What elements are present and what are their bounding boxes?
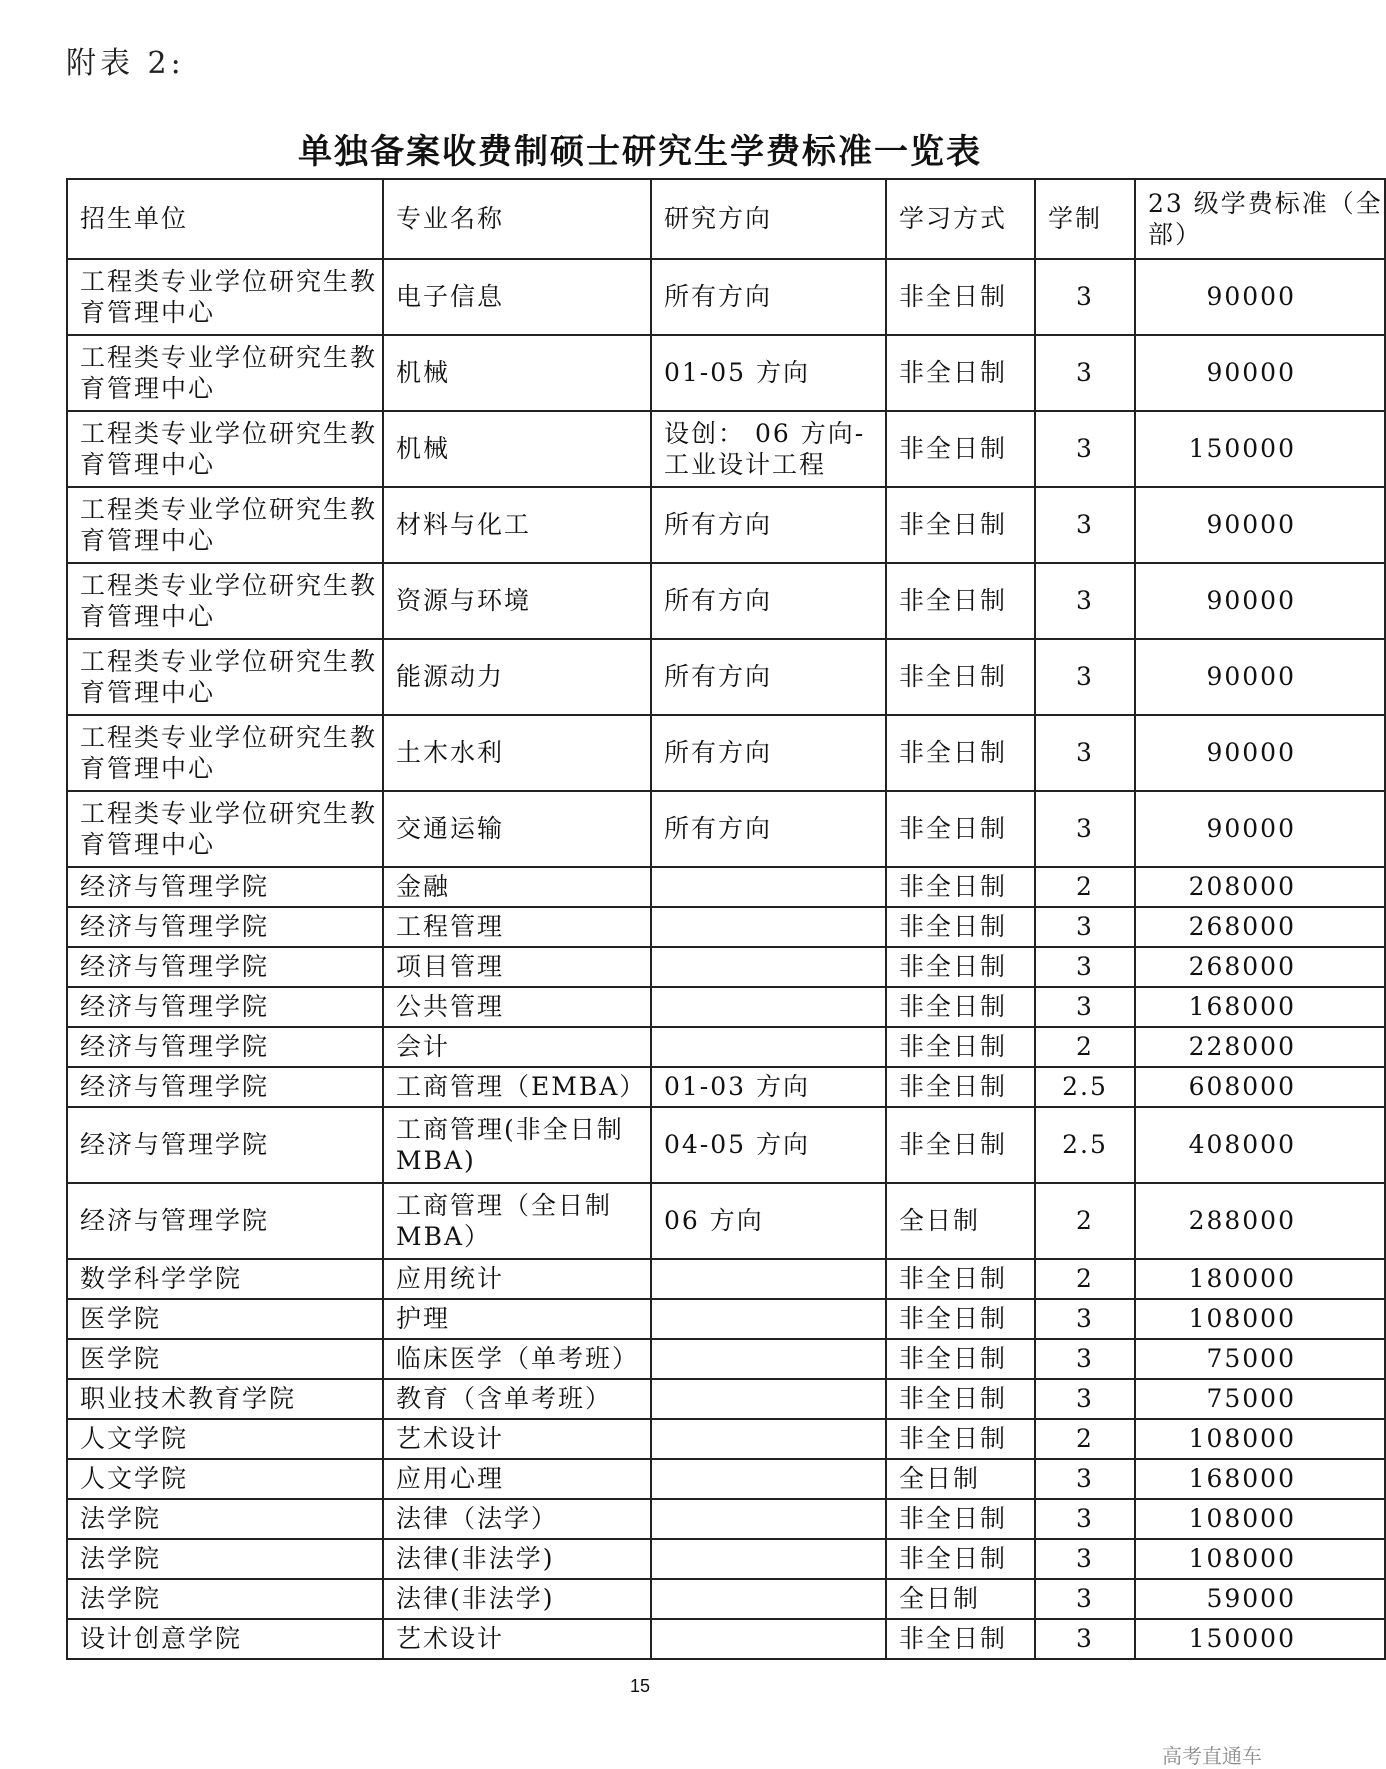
- table-row: [67, 1027, 1385, 1067]
- cell-direction: [651, 1379, 886, 1419]
- cell-unit: 经济与管理学院: [67, 867, 383, 907]
- cell-major: 项目管理: [383, 947, 651, 987]
- cell-unit: 工程类专业学位研究生教育管理中心: [67, 715, 383, 791]
- column-header-major: 专业名称: [383, 179, 651, 259]
- cell-years: 2: [1035, 867, 1135, 907]
- cell-years: 3: [1035, 1579, 1135, 1619]
- cell-years: 3: [1035, 411, 1135, 487]
- cell-direction: [651, 947, 886, 987]
- cell-years: 2: [1035, 1419, 1135, 1459]
- cell-mode: 非全日制: [886, 1339, 1035, 1379]
- cell-direction: [651, 907, 886, 947]
- cell-major: 能源动力: [383, 639, 651, 715]
- cell-years: 3: [1035, 715, 1135, 791]
- cell-fee: 150000: [1135, 411, 1385, 487]
- cell-major: 电子信息: [383, 259, 651, 335]
- cell-fee: 268000: [1135, 907, 1385, 947]
- cell-mode: 非全日制: [886, 715, 1035, 791]
- cell-major: 机械: [383, 411, 651, 487]
- cell-direction: 所有方向: [651, 259, 886, 335]
- fee-table-body: [67, 259, 1385, 1659]
- cell-direction: 所有方向: [651, 639, 886, 715]
- cell-mode: 非全日制: [886, 1619, 1035, 1659]
- cell-years: 3: [1035, 1339, 1135, 1379]
- cell-major: 机械: [383, 335, 651, 411]
- cell-unit: 工程类专业学位研究生教育管理中心: [67, 639, 383, 715]
- cell-mode: 非全日制: [886, 1067, 1035, 1107]
- cell-unit: 人文学院: [67, 1459, 383, 1499]
- cell-unit: 工程类专业学位研究生教育管理中心: [67, 791, 383, 867]
- column-header-years: 学制: [1035, 179, 1135, 259]
- cell-mode: 全日制: [886, 1459, 1035, 1499]
- cell-unit: 经济与管理学院: [67, 987, 383, 1027]
- cell-major: 法律（法学）: [383, 1499, 651, 1539]
- table-row: [67, 1107, 1385, 1183]
- table-row: [67, 487, 1385, 563]
- cell-direction: [651, 1539, 886, 1579]
- cell-fee: 59000: [1135, 1579, 1385, 1619]
- cell-fee: 168000: [1135, 1459, 1385, 1499]
- cell-mode: 非全日制: [886, 1419, 1035, 1459]
- table-row: [67, 867, 1385, 907]
- cell-fee: 90000: [1135, 563, 1385, 639]
- table-row: [67, 987, 1385, 1027]
- cell-direction: 所有方向: [651, 791, 886, 867]
- table-row: [67, 1459, 1385, 1499]
- cell-unit: 工程类专业学位研究生教育管理中心: [67, 335, 383, 411]
- cell-years: 3: [1035, 1459, 1135, 1499]
- cell-major: 交通运输: [383, 791, 651, 867]
- fee-table: [66, 178, 1386, 1660]
- cell-years: 2: [1035, 1183, 1135, 1259]
- table-row: [67, 411, 1385, 487]
- cell-major: 艺术设计: [383, 1419, 651, 1459]
- cell-fee: 168000: [1135, 987, 1385, 1027]
- cell-direction: 所有方向: [651, 487, 886, 563]
- cell-unit: 人文学院: [67, 1419, 383, 1459]
- cell-major: 应用心理: [383, 1459, 651, 1499]
- cell-mode: 非全日制: [886, 411, 1035, 487]
- cell-years: 3: [1035, 639, 1135, 715]
- cell-years: 2.5: [1035, 1107, 1135, 1183]
- table-row: [67, 563, 1385, 639]
- table-row: [67, 1619, 1385, 1659]
- cell-mode: 非全日制: [886, 1027, 1035, 1067]
- cell-fee: 108000: [1135, 1299, 1385, 1339]
- table-row: [67, 1419, 1385, 1459]
- table-row: [67, 1259, 1385, 1299]
- cell-years: 2.5: [1035, 1067, 1135, 1107]
- cell-fee: 108000: [1135, 1499, 1385, 1539]
- cell-mode: 非全日制: [886, 335, 1035, 411]
- cell-major: 资源与环境: [383, 563, 651, 639]
- cell-direction: 06 方向: [651, 1183, 886, 1259]
- cell-unit: 经济与管理学院: [67, 1027, 383, 1067]
- cell-fee: 90000: [1135, 639, 1385, 715]
- cell-major: 材料与化工: [383, 487, 651, 563]
- cell-unit: 经济与管理学院: [67, 1067, 383, 1107]
- cell-direction: [651, 1027, 886, 1067]
- cell-mode: 非全日制: [886, 947, 1035, 987]
- cell-fee: 75000: [1135, 1379, 1385, 1419]
- table-header-row: [67, 179, 1385, 259]
- cell-years: 3: [1035, 1299, 1135, 1339]
- table-row: [67, 1067, 1385, 1107]
- cell-years: 3: [1035, 259, 1135, 335]
- cell-fee: 90000: [1135, 715, 1385, 791]
- table-row: [67, 1299, 1385, 1339]
- cell-mode: 非全日制: [886, 907, 1035, 947]
- watermark-text: 高考直通车: [1162, 1746, 1262, 1768]
- table-row: [67, 1183, 1385, 1259]
- table-row: [67, 1579, 1385, 1619]
- column-header-fee: 23 级学费标准（全部）: [1135, 179, 1385, 259]
- cell-fee: 180000: [1135, 1259, 1385, 1299]
- cell-fee: 268000: [1135, 947, 1385, 987]
- table-row: [67, 715, 1385, 791]
- cell-mode: 非全日制: [886, 259, 1035, 335]
- table-row: [67, 947, 1385, 987]
- cell-mode: 非全日制: [886, 1259, 1035, 1299]
- table-row: [67, 639, 1385, 715]
- cell-years: 3: [1035, 487, 1135, 563]
- document-title: 单独备案收费制硕士研究生学费标准一览表: [298, 132, 982, 172]
- cell-years: 3: [1035, 335, 1135, 411]
- cell-years: 2: [1035, 1027, 1135, 1067]
- cell-years: 3: [1035, 1379, 1135, 1419]
- cell-direction: 04-05 方向: [651, 1107, 886, 1183]
- cell-direction: [651, 1499, 886, 1539]
- table-row: [67, 907, 1385, 947]
- cell-years: 3: [1035, 1499, 1135, 1539]
- cell-unit: 工程类专业学位研究生教育管理中心: [67, 259, 383, 335]
- cell-major: 临床医学（单考班）: [383, 1339, 651, 1379]
- cell-mode: 非全日制: [886, 563, 1035, 639]
- cell-direction: [651, 1619, 886, 1659]
- cell-direction: 01-05 方向: [651, 335, 886, 411]
- table-row: [67, 335, 1385, 411]
- cell-fee: 108000: [1135, 1539, 1385, 1579]
- cell-unit: 经济与管理学院: [67, 907, 383, 947]
- cell-direction: [651, 987, 886, 1027]
- cell-unit: 法学院: [67, 1579, 383, 1619]
- table-row: [67, 1339, 1385, 1379]
- cell-major: 工程管理: [383, 907, 651, 947]
- cell-direction: 所有方向: [651, 563, 886, 639]
- cell-unit: 设计创意学院: [67, 1619, 383, 1659]
- cell-mode: 全日制: [886, 1579, 1035, 1619]
- cell-fee: 288000: [1135, 1183, 1385, 1259]
- table-row: [67, 791, 1385, 867]
- table-row: [67, 259, 1385, 335]
- cell-direction: 所有方向: [651, 715, 886, 791]
- cell-fee: 150000: [1135, 1619, 1385, 1659]
- cell-major: 土木水利: [383, 715, 651, 791]
- table-row: [67, 1379, 1385, 1419]
- cell-direction: [651, 867, 886, 907]
- cell-fee: 408000: [1135, 1107, 1385, 1183]
- cell-direction: [651, 1259, 886, 1299]
- cell-fee: 75000: [1135, 1339, 1385, 1379]
- cell-major: 工商管理(非全日制MBA): [383, 1107, 651, 1183]
- cell-years: 3: [1035, 907, 1135, 947]
- cell-major: 护理: [383, 1299, 651, 1339]
- cell-mode: 非全日制: [886, 487, 1035, 563]
- cell-major: 艺术设计: [383, 1619, 651, 1659]
- cell-unit: 法学院: [67, 1499, 383, 1539]
- cell-fee: 208000: [1135, 867, 1385, 907]
- cell-direction: [651, 1299, 886, 1339]
- cell-fee: 108000: [1135, 1419, 1385, 1459]
- cell-major: 法律(非法学): [383, 1539, 651, 1579]
- cell-direction: [651, 1459, 886, 1499]
- cell-mode: 非全日制: [886, 1539, 1035, 1579]
- attachment-label: 附表 2:: [66, 46, 185, 81]
- cell-direction: 设创： 06 方向-工业设计工程: [651, 411, 886, 487]
- cell-years: 3: [1035, 563, 1135, 639]
- cell-major: 教育（含单考班）: [383, 1379, 651, 1419]
- cell-mode: 非全日制: [886, 639, 1035, 715]
- cell-unit: 数学科学学院: [67, 1259, 383, 1299]
- cell-years: 3: [1035, 1539, 1135, 1579]
- cell-direction: [651, 1579, 886, 1619]
- cell-unit: 经济与管理学院: [67, 1183, 383, 1259]
- cell-major: 会计: [383, 1027, 651, 1067]
- cell-direction: [651, 1339, 886, 1379]
- cell-major: 应用统计: [383, 1259, 651, 1299]
- cell-fee: 228000: [1135, 1027, 1385, 1067]
- cell-unit: 医学院: [67, 1339, 383, 1379]
- cell-major: 工商管理（全日制MBA）: [383, 1183, 651, 1259]
- cell-years: 3: [1035, 947, 1135, 987]
- cell-unit: 工程类专业学位研究生教育管理中心: [67, 411, 383, 487]
- cell-fee: 90000: [1135, 791, 1385, 867]
- cell-fee: 90000: [1135, 259, 1385, 335]
- cell-mode: 非全日制: [886, 791, 1035, 867]
- page-number: 15: [629, 1676, 651, 1696]
- column-header-unit: 招生单位: [67, 179, 383, 259]
- cell-years: 3: [1035, 791, 1135, 867]
- cell-years: 2: [1035, 1259, 1135, 1299]
- cell-unit: 职业技术教育学院: [67, 1379, 383, 1419]
- cell-major: 公共管理: [383, 987, 651, 1027]
- cell-major: 金融: [383, 867, 651, 907]
- cell-mode: 非全日制: [886, 1499, 1035, 1539]
- cell-mode: 非全日制: [886, 987, 1035, 1027]
- table-row: [67, 1539, 1385, 1579]
- cell-fee: 90000: [1135, 487, 1385, 563]
- cell-unit: 经济与管理学院: [67, 1107, 383, 1183]
- cell-mode: 非全日制: [886, 1299, 1035, 1339]
- cell-years: 3: [1035, 987, 1135, 1027]
- cell-fee: 90000: [1135, 335, 1385, 411]
- cell-mode: 非全日制: [886, 1379, 1035, 1419]
- cell-unit: 经济与管理学院: [67, 947, 383, 987]
- column-header-direction: 研究方向: [651, 179, 886, 259]
- cell-fee: 608000: [1135, 1067, 1385, 1107]
- fee-table-container: [66, 178, 1383, 1654]
- cell-mode: 非全日制: [886, 1107, 1035, 1183]
- cell-unit: 医学院: [67, 1299, 383, 1339]
- table-row: [67, 1499, 1385, 1539]
- cell-years: 3: [1035, 1619, 1135, 1659]
- cell-mode: 非全日制: [886, 867, 1035, 907]
- cell-unit: 工程类专业学位研究生教育管理中心: [67, 563, 383, 639]
- cell-direction: 01-03 方向: [651, 1067, 886, 1107]
- cell-major: 法律(非法学): [383, 1579, 651, 1619]
- cell-unit: 工程类专业学位研究生教育管理中心: [67, 487, 383, 563]
- column-header-mode: 学习方式: [886, 179, 1035, 259]
- cell-unit: 法学院: [67, 1539, 383, 1579]
- cell-mode: 全日制: [886, 1183, 1035, 1259]
- cell-major: 工商管理（EMBA）: [383, 1067, 651, 1107]
- cell-direction: [651, 1419, 886, 1459]
